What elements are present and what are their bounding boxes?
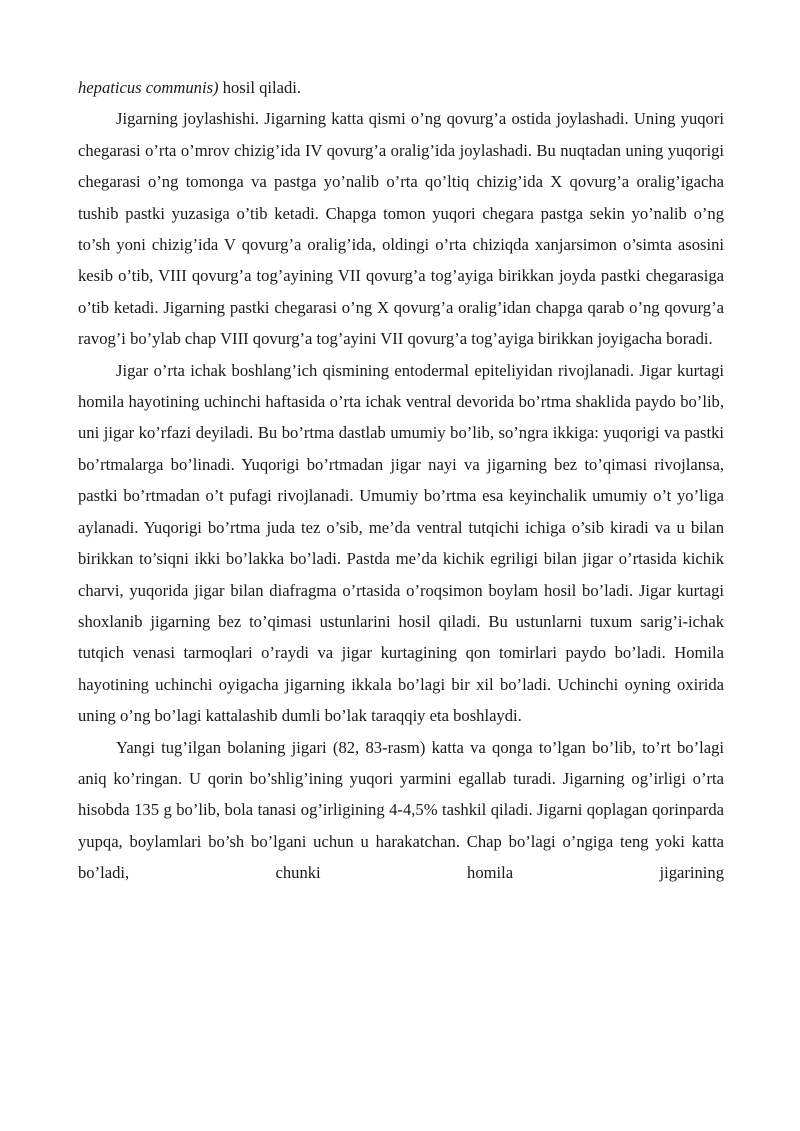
paragraph-liver-development: Jigar o’rta ichak boshlang’ich qismining entodermal epiteliyidan rivojlanadi. Jigar kurtagi homila hayotining uchinchi haftasida o’rta ichak ventral devorida bo’rtma shaklida paydo bo’lib, uni jigar ko’rfazi deyiladi. Bu bo’rtma dastlab umumiy bo’lib, so’ngra ikkiga: yuqorigi va pastki bo’rtmalarga bo’linadi. Yuqorigi bo’rtmadan jigar nayi va jigarning bez to’qimasi rivojlansa, pastki bo’rtmadan o’t pufagi rivojlanadi. Umumiy bo’rtma esa keyinchalik umumiy o’t yo’liga aylanadi. Yuqorigi bo’rtma juda tez o’sib, me’da ventral tutqichi ichiga o’sib kiradi va u bilan birikkan to’siqni ikki bo’lakka bo’ladi. Pastda me’da kichik egriligi bilan jigar o’rtasida kichik charvi, yuqorida jigar bilan diafragma o’rtasida o’roqsimon boylam hosil bo’ladi. Jigar kurtagi shoxlanib jigarning bez to’qimasi ustunlarini hosil qiladi. Bu ustunlarni tuxum sarig’i-ichak tutqich venasi tarmoqlari o’raydi va jigar kurtagining qon tomirlari paydo bo’ladi. Homila hayotining uchinchi oyigacha jigarning ikkala bo’lagi bir xil bo’ladi. Uchinchi oyning oxirida uning o’ng bo’lagi kattalashib dumli bo’lak taraqqiy eta boshlaydi. — [78, 360, 724, 726]
document-page — [78, 72, 724, 889]
opening-line — [78, 72, 724, 103]
paragraph-newborn-liver: Yangi tug’ilgan bolaning jigari (82, 83-rasm) katta va qonga to’lgan bo’lib, to’rt bo’lagi aniq ko’ringan. U qorin bo’shlig’ining yuqori yarmini egallab turadi. Jigarning og’irligi o’rta hisobda 135 g bo’lib, bola tanasi og’irligining 4-4,5% tashkil qiladi. Jigarni qoplagan qorinparda yupqa, boylamlari bo’sh bo’lgani uchun u harakatchan. Chap bo’lagi o’ngiga teng yoki katta bo’ladi, chunki homila jigarining — [78, 737, 724, 883]
latin-term: hepaticus communis) — [78, 78, 219, 97]
opening-rest: hosil qiladi. — [218, 78, 302, 97]
paragraph-liver-location: Jigarning joylashishi. Jigarning katta qismi o’ng qovurg’a ostida joylashadi. Uning yuqori chegarasi o’rta o’mrov chizig’ida IV qovurg’a oralig’ida joylashadi. Bu nuqtadan uning yuqorigi chegarasi o’ng tomonga va pastga yo’nalib o’rta qo’ltiq chizig’ida X qovurg’a oralig’igacha tushib pastki yuzasiga o’tib ketadi. Chapga tomon yuqori chegara pastga sekin yo’nalib o’ng to’sh yoni chizig’ida V qovurg’a oralig’ida, oldingi o’rta chiziqda xanjarsimon o’simta asosini kesib o’tib, VIII qovurg’a tog’ayining VII qovurg’a tog’ayiga birikkan joyda pastki chegarasiga o’tib ketadi. Jigarning pastki chegarasi o’ng X qovurg’a oralig’idan chapga qarab o’ng qovurg’a ravog’i bo’ylab chap VIII qovurg’a tog’ayini VII qovurg’a tog’ayiga birikkan joyigacha boradi. — [78, 109, 724, 349]
